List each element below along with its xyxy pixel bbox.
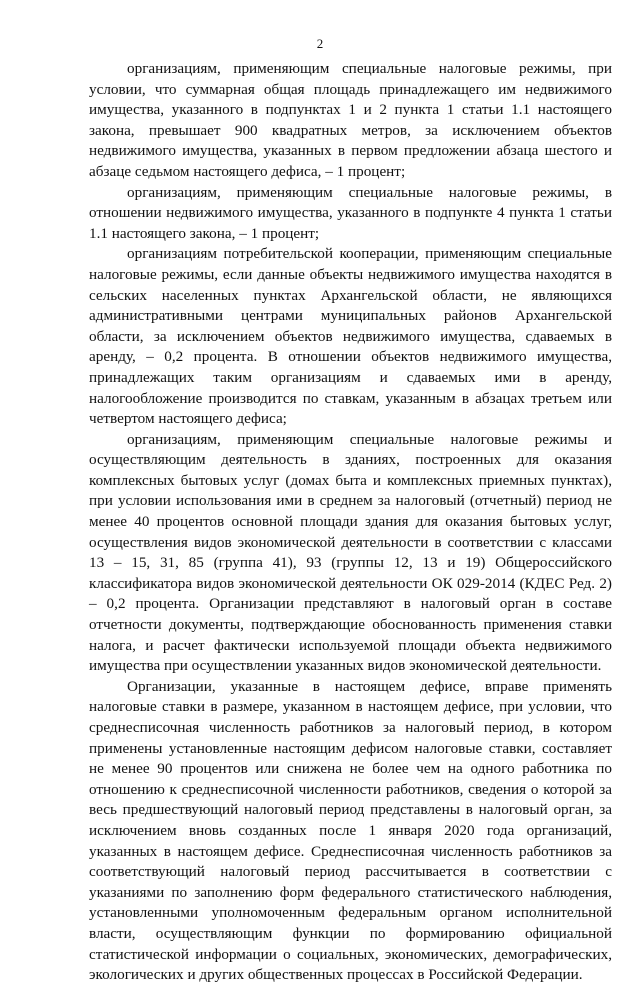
paragraph: организациям, применяющим специальные налоговые режимы и осуществляющим деятельность в зданиях, построенных для оказания комплексных бытовых услуг (домах быта и комплексных приемных пунктах), при условии использования ими в среднем за налоговый (отчетный) период не менее 40 процентов основной площади здания для оказания бытовых услуг, осуществления видов экономической деятельности в соответствии с классами 13 – 15, 31, 85 (группа 41), 93 (группы 12, 13 и 19) Общероссийского классификатора видов экономической деятельности ОК 029-2014 (КДЕС Ред. 2) – 0,2 процента. Организации представляют в налоговый орган в составе отчетности документы, подтверждающие обоснованность применения ставки налога, и расчет фактически используемой площади объекта недвижимого имущества при осуществлении указанных видов экономической деятельности. [89,430,612,675]
paragraph: организациям, применяющим специальные налоговые режимы, при условии, что суммарная общая площадь принадлежащего им недвижимого имущества, указанного в подпунктах 1 и 2 пункта 1 статьи 1.1 настоящего закона, превышает 900 квадратных метров, за исключением объектов недвижимого имущества, указанных в первом предложении абзаца шестого и абзаце седьмом настоящего дефиса, – 1 процент; [89,60,612,180]
paragraph: Организации, указанные в настоящем дефисе, вправе применять налоговые ставки в размере, указанном в настоящем дефисе, при условии, что среднесписочная численность работников за налоговый период, в котором применены установленные настоящим дефисом налоговые ставки, составляет не менее 90 процентов или снижена не более чем на одного работника по отношению к среднесписочной численности работников, сведения о которой за весь предшествующий налоговый период представлены в налоговый орган, за исключением вновь созданных после 1 января 2020 года организаций, указанных в настоящем дефисе. Среднесписочная численность работников за соответствующий налоговый период рассчитывается в соответствии с указаниями по заполнению форм федерального статистического наблюдения, установленными уполномоченным федеральным органом исполнительной власти, осуществляющим функции по формированию официальной статистической информации о социальных, экономических, демографических, экологических и других общественных процессах в Российской Федерации. [89,677,612,984]
paragraph: организациям потребительской кооперации, применяющим специальные налоговые режимы, если данные объекты недвижимого имущества находятся в сельских населенных пунктах Архангельской области, не являющихся административными центрами муниципальных районов Архангельской области, за исключением объектов недвижимого имущества, сдаваемых в аренду, – 0,2 процента. В отношении объектов недвижимого имущества, принадлежащих таким организациям и сдаваемых ими в аренду, налогообложение производится по ставкам, указанным в абзацах третьем или четвертом настоящего дефиса; [89,245,612,428]
document-body [89,59,612,986]
page-number: 2 [316,36,324,51]
paragraph: организациям, применяющим специальные налоговые режимы, в отношении недвижимого имущества, указанного в подпункте 4 пункта 1 статьи 1.1 настоящего закона, – 1 процент; [89,183,612,242]
